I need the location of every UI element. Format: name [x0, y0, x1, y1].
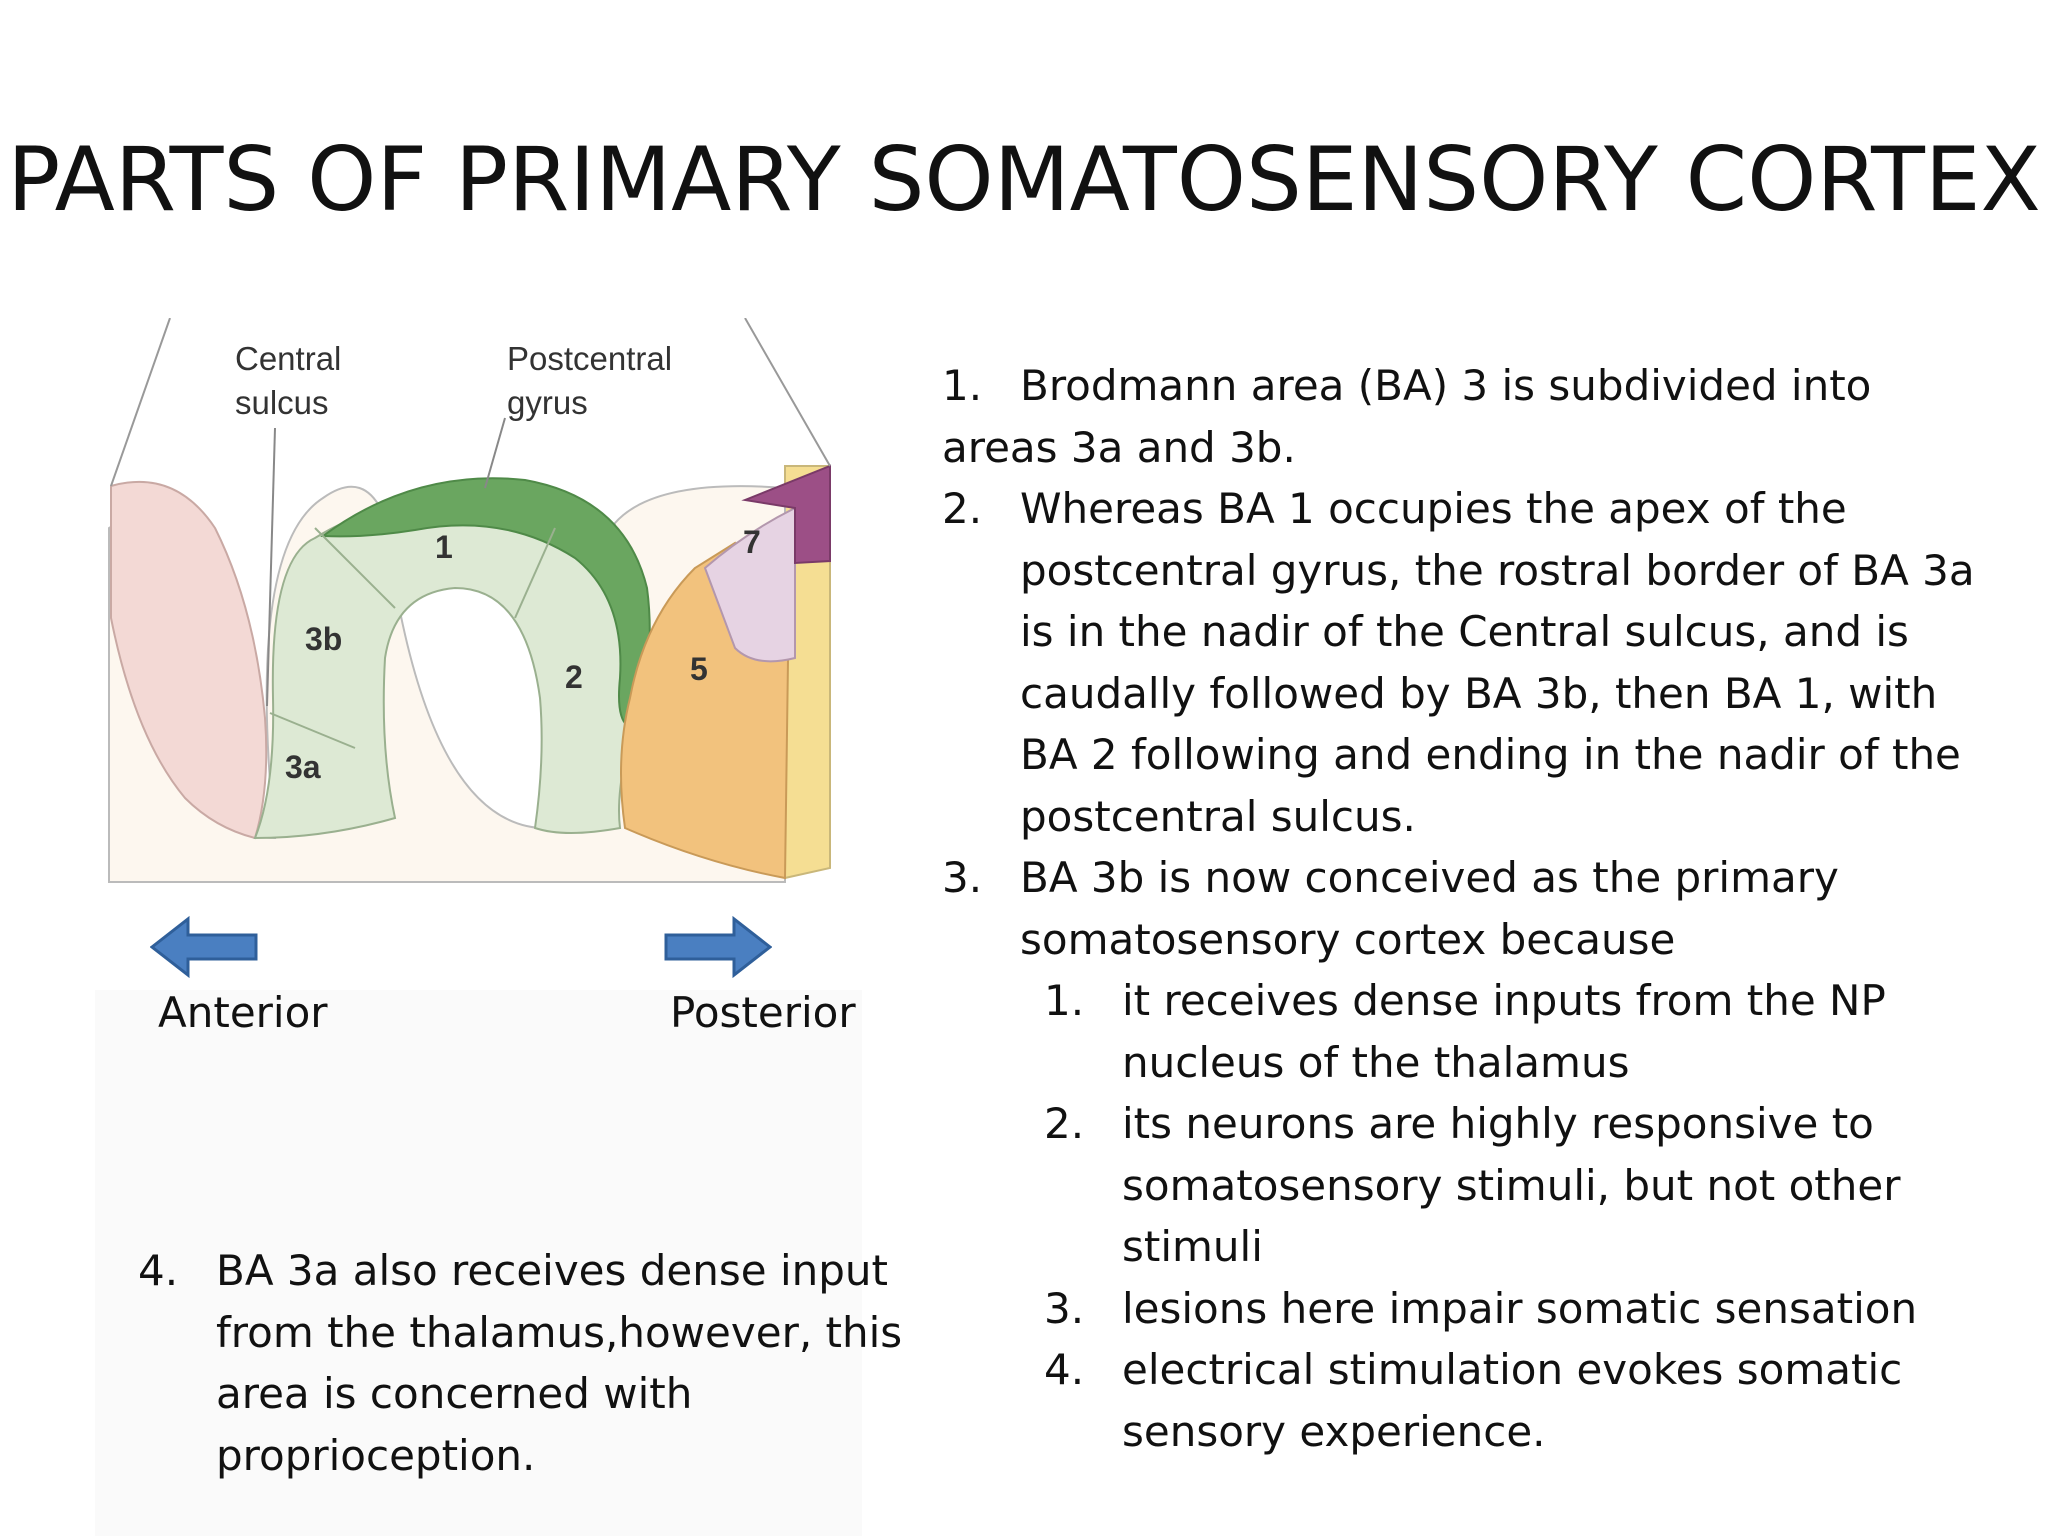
list-item-1-continuation: areas 3a and 3b. — [942, 422, 1296, 472]
sub-text-2: its neurons are highly responsive to somatosensory stimuli, but not other stimuli — [1122, 1099, 1901, 1271]
posterior-arrow-icon — [662, 915, 772, 980]
list-num-1: 1. — [942, 361, 983, 410]
sub-num-1: 1. — [1044, 976, 1085, 1025]
list-item-1 — [942, 355, 1982, 417]
frame-line-left — [111, 318, 170, 486]
sub-text-4: electrical stimulation evokes somatic sensory experience. — [1122, 1345, 1903, 1456]
sub-num-3: 3. — [1044, 1283, 1085, 1333]
list-text-2: Whereas BA 1 occupies the apex of the postcentral gyrus, the rostral border of BA 3a is in the nadir of the Central sulcus, and is caudally followed by BA 3b, then BA 1, with BA 2 following and ending in the nadir of the postcentral sulcus. — [1020, 484, 1975, 841]
sub-list — [942, 970, 1982, 1462]
right-list — [942, 355, 1982, 1462]
left-num-4: 4. — [138, 1246, 179, 1295]
central-label-line1: Central — [235, 340, 342, 377]
sub-text-1: it receives dense inputs from the NP nucleus of the thalamus — [1122, 976, 1886, 1087]
list-item-3 — [942, 847, 1982, 970]
sub-num-4: 4. — [1044, 1345, 1085, 1394]
list-num-2: 2. — [942, 484, 983, 533]
anterior-arrow-icon — [150, 915, 260, 980]
area-2-label: 2 — [565, 659, 583, 695]
list-text-3: BA 3b is now conceived as the primary somatosensory cortex because — [1020, 853, 1839, 964]
list-num-3: 3. — [942, 853, 983, 902]
postcentral-label-line2: gyrus — [507, 384, 588, 421]
sub-item-3 — [1044, 1278, 1982, 1340]
list-text-1: Brodmann area (BA) 3 is subdivided into — [1020, 361, 1872, 410]
left-list-item-4 — [138, 1240, 908, 1486]
postcentral-label-line1: Postcentral — [507, 340, 673, 377]
sub-num-2: 2. — [1044, 1099, 1085, 1148]
area-5-label: 5 — [690, 651, 708, 687]
left-text-4: BA 3a also receives dense input from the thalamus,however, this area is concerned with proprioception. — [216, 1246, 903, 1480]
central-label-line2: sulcus — [235, 384, 329, 421]
frame-line-right — [745, 318, 830, 466]
posterior-label: Posterior — [670, 988, 856, 1037]
slide-title: PARTS OF PRIMARY SOMATOSENSORY CORTEX — [7, 128, 2041, 231]
area-7-label: 7 — [743, 524, 761, 560]
left-list — [138, 1240, 908, 1486]
list-item-2 — [942, 478, 1982, 847]
area-3a-label: 3a — [285, 749, 321, 785]
sub-item-2 — [1044, 1093, 1982, 1278]
cortex-diagram — [95, 318, 835, 898]
area-1-label: 1 — [435, 529, 453, 565]
sub-item-4 — [1044, 1339, 1982, 1462]
area-3b-label: 3b — [305, 621, 343, 657]
anterior-label: Anterior — [158, 988, 328, 1037]
sub-text-3: lesions here impair somatic sensation — [1122, 1283, 1918, 1333]
sub-item-1 — [1044, 970, 1982, 1093]
